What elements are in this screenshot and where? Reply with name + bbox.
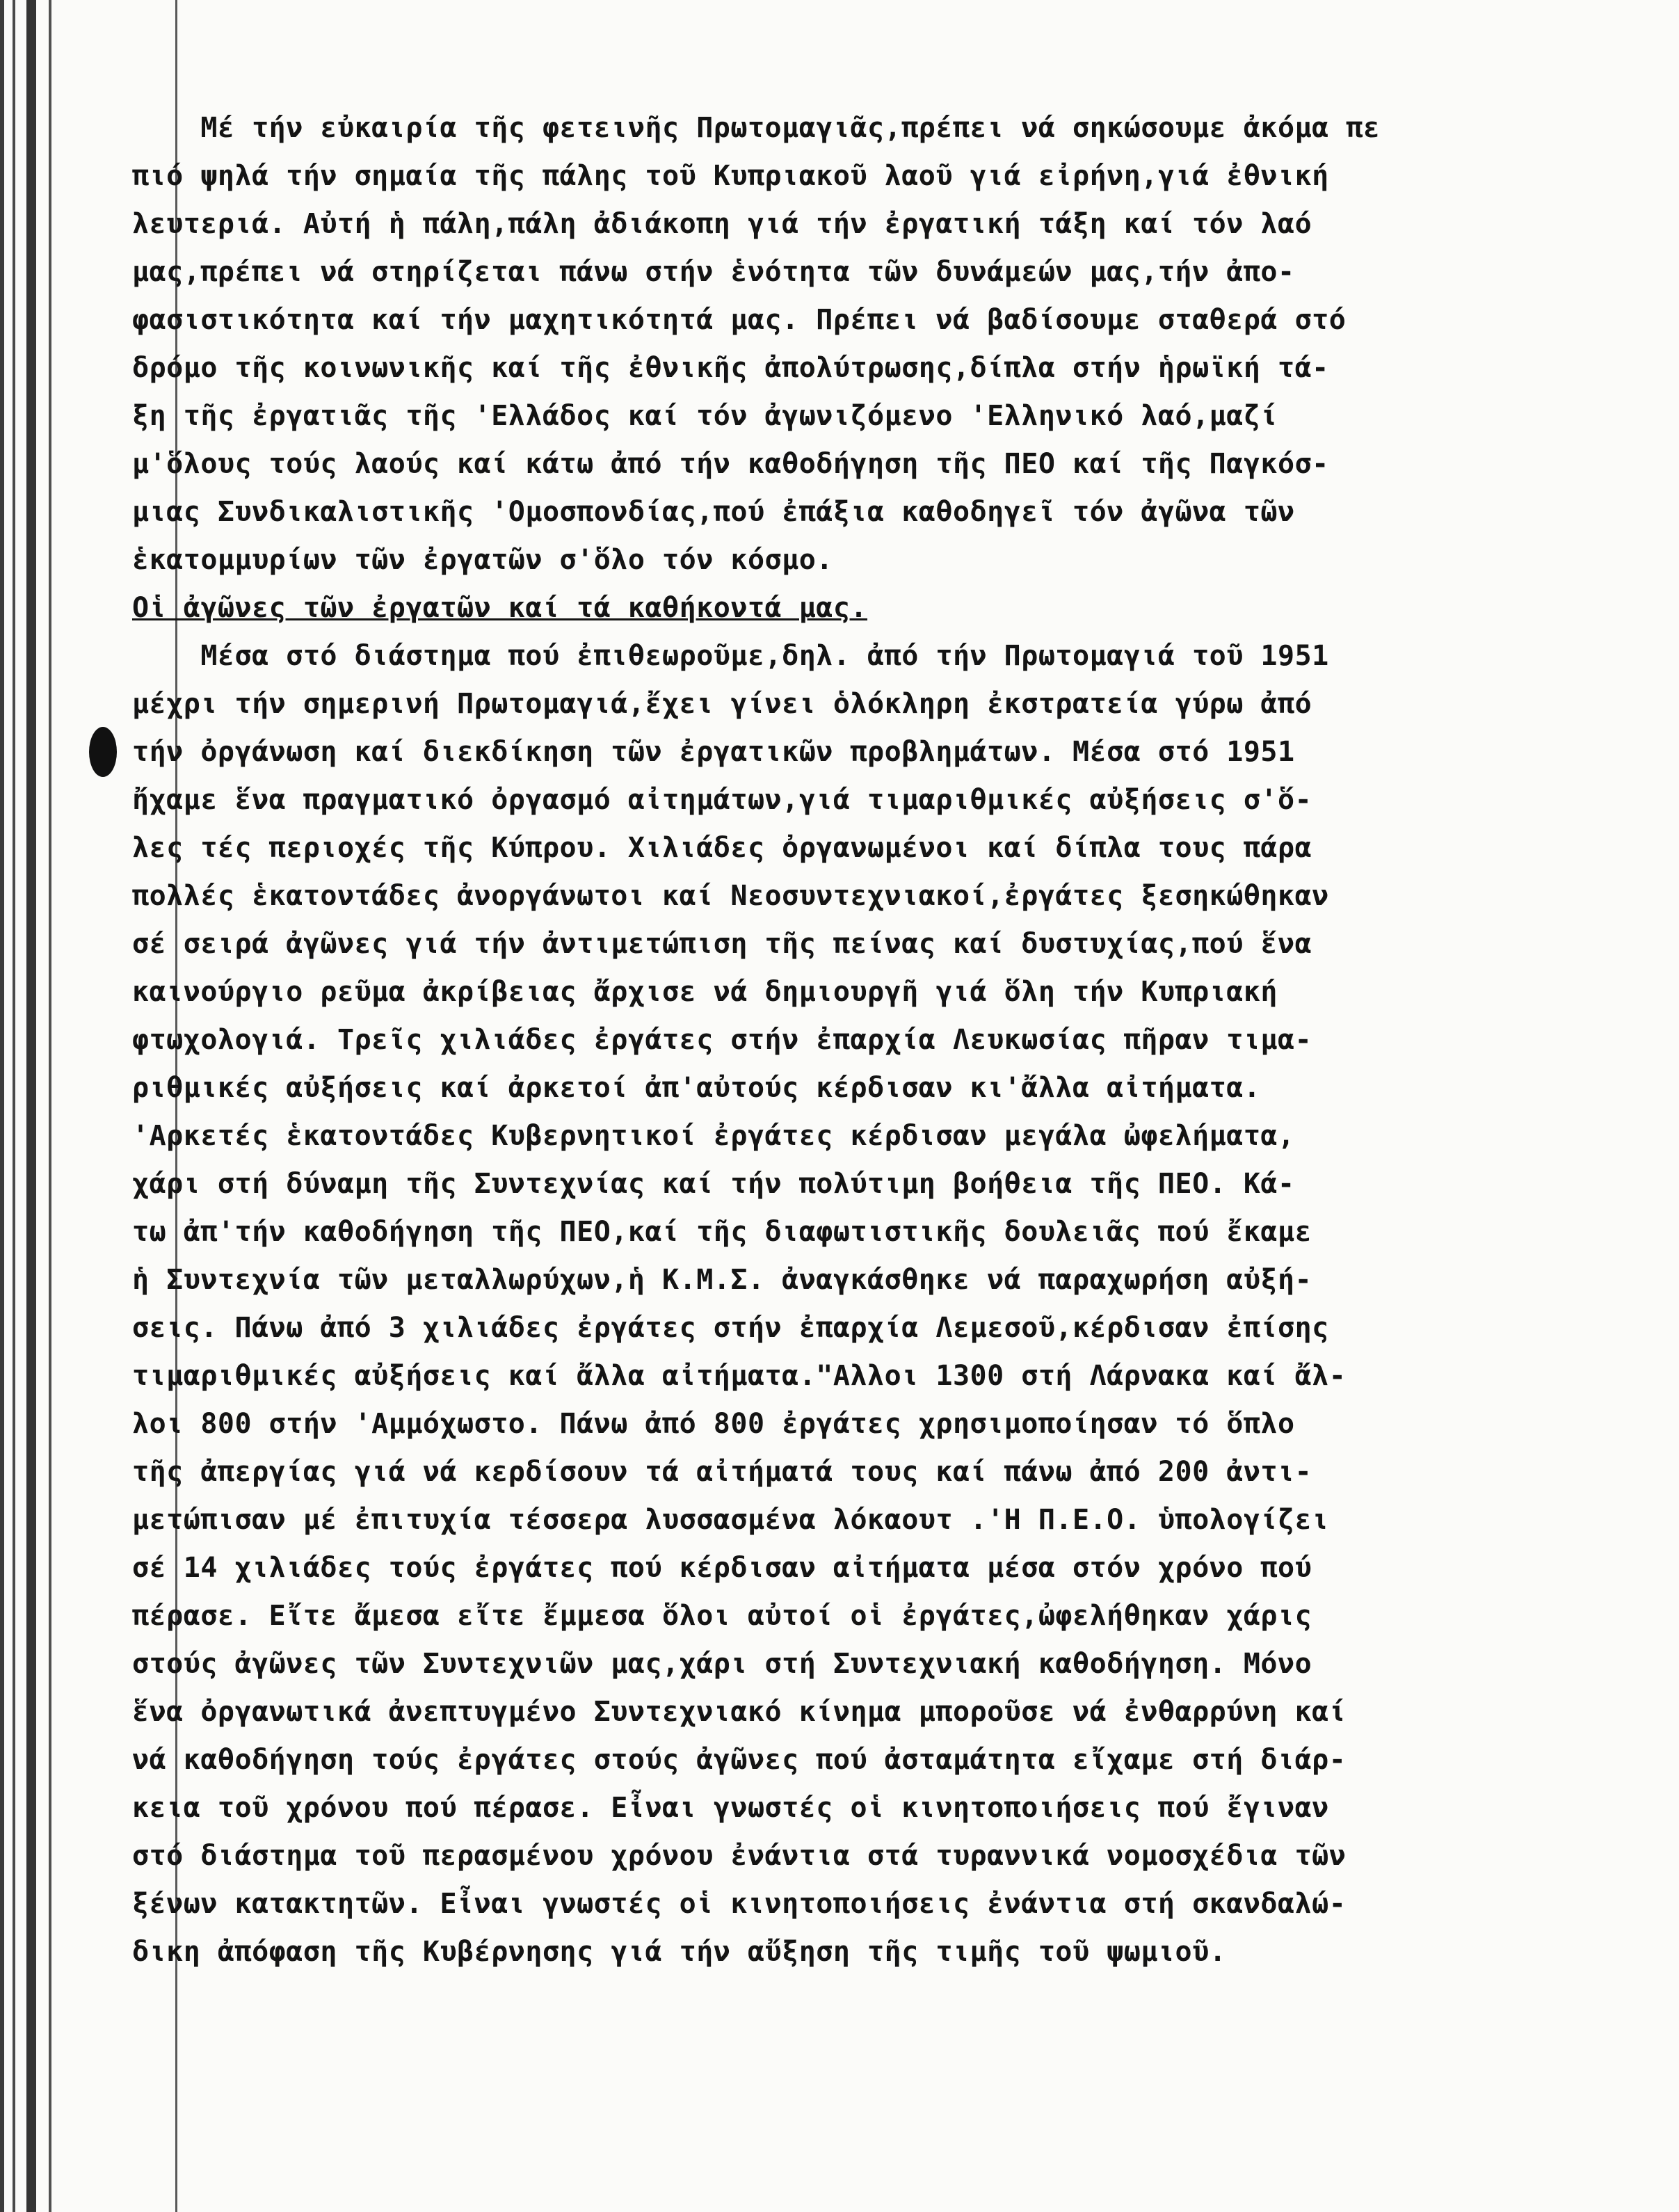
text-line: μιας Συνδικαλιστικῆς 'Ομοσπονδίας,πού ἐπάξια καθοδηγεῖ τόν ἀγῶνα τῶν [132,496,1295,528]
text-line: φτωχολογιά. Τρεῖς χιλιάδες ἐργάτες στήν ἐπαρχία Λευκωσίας πῆραν τιμα- [132,1024,1312,1056]
text-line: λοι 800 στήν 'Αμμόχωστο. Πάνω ἀπό 800 ἐργάτες χρησιμοποίησαν τό ὅπλο [132,1408,1295,1440]
text-line: μ'ὅλους τούς λαούς καί κάτω ἀπό τήν καθοδήγηση τῆς ΠΕΟ καί τῆς Παγκόσ- [132,448,1329,480]
text-line: κεια τοῦ χρόνου πού πέρασε. Εἶναι γνωστές οἱ κινητοποιήσεις πού ἔγιναν [132,1792,1329,1824]
text-line: ἑκατομμυρίων τῶν ἐργατῶν σ'ὅλο τόν κόσμο. [132,544,833,576]
text-line: σέ σειρά ἀγῶνες γιά τήν ἀντιμετώπιση τῆς πείνας καί δυστυχίας,πού ἕνα [132,928,1312,960]
text-line: στό διάστημα τοῦ περασμένου χρόνου ἐνάντια στά τυραννικά νομοσχέδια τῶν [132,1840,1347,1872]
text-line: ἡ Συντεχνία τῶν μεταλλωρύχων,ἡ Κ.Μ.Σ. ἀναγκάσθηκε νά παραχωρήση αὐξή- [132,1264,1312,1296]
typewritten-text [132,104,1628,1976]
text-line: δικη ἀπόφαση τῆς Κυβέρνησης γιά τήν αὔξηση τῆς τιμῆς τοῦ ψωμιοῦ. [132,1936,1227,1968]
text-line: 'Αρκετές ἑκατοντάδες Κυβερνητικοί ἐργάτες κέρδισαν μεγάλα ὠφελήματα, [132,1120,1295,1152]
paragraph-1 [132,104,1628,584]
text-line: ἤχαμε ἕνα πραγματικό ὀργασμό αἰτημάτων,γιά τιμαριθμικές αὐξήσεις σ'ὅ- [132,784,1312,816]
text-line: στούς ἀγῶνες τῶν Συντεχνιῶν μας,χάρι στή Συντεχνιακή καθοδήγηση. Μόνο [132,1648,1312,1680]
text-line: ξένων κατακτητῶν. Εἶναι γνωστές οἱ κινητοποιήσεις ἐνάντια στή σκανδαλώ- [132,1888,1347,1920]
text-line: πέρασε. Εἴτε ἄμεσα εἴτε ἔμμεσα ὅλοι αὐτοί οἱ ἐργάτες,ὠφελήθηκαν χάρις [132,1600,1312,1632]
text-line: λες τές περιοχές τῆς Κύπρου. Χιλιάδες ὀργανωμένοι καί δίπλα τους πάρα [132,832,1312,864]
text-line: τω ἀπ'τήν καθοδήγηση τῆς ΠΕΟ,καί τῆς διαφωτιστικῆς δουλειᾶς πού ἔκαμε [132,1216,1312,1248]
paragraph-2 [132,632,1628,1976]
text-line: σεις. Πάνω ἀπό 3 χιλιάδες ἐργάτες στήν ἐπαρχία Λεμεσοῦ,κέρδισαν ἐπίσης [132,1312,1329,1344]
section-heading: Οἱ ἀγῶνες τῶν ἐργατῶν καί τά καθήκοντά μας. [132,592,868,624]
text-line: Μέσα στό διάστημα πού ἐπιθεωροῦμε,δηλ. ἀπό τήν Πρωτομαγιά τοῦ 1951 [132,640,1329,672]
text-line: πιό ψηλά τήν σημαία τῆς πάλης τοῦ Κυπριακοῦ λαοῦ γιά εἰρήνη,γιά ἐθνική [132,160,1329,192]
text-line: μέχρι τήν σημερινή Πρωτομαγιά,ἔχει γίνει ὁλόκληρη ἐκστρατεία γύρω ἀπό [132,688,1312,720]
text-line: φασιστικότητα καί τήν μαχητικότητά μας. Πρέπει νά βαδίσουμε σταθερά στό [132,304,1347,336]
text-line: τήν ὀργάνωση καί διεκδίκηση τῶν ἐργατικῶν προβλημάτων. Μέσα στό 1951 [132,736,1295,768]
text-line: σέ 14 χιλιάδες τούς ἐργάτες πού κέρδισαν αἰτήματα μέσα στόν χρόνο πού [132,1552,1312,1584]
text-line: νά καθοδήγηση τούς ἐργάτες στούς ἀγῶνες πού ἀσταμάτητα εἴχαμε στή διάρ- [132,1744,1347,1776]
text-line: μετώπισαν μέ ἐπιτυχία τέσσερα λυσσασμένα λόκαουτ .'Η Π.Ε.Ο. ὑπολογίζει [132,1504,1329,1536]
binding-edge [0,0,104,2212]
text-line: τιμαριθμικές αὐξήσεις καί ἄλλα αἰτήματα."Αλλοι 1300 στή Λάρνακα καί ἄλ- [132,1360,1347,1392]
text-line: τῆς ἀπεργίας γιά νά κερδίσουν τά αἰτήματά τους καί πάνω ἀπό 200 ἀντι- [132,1456,1312,1488]
punch-hole [89,727,117,777]
text-line: χάρι στή δύναμη τῆς Συντεχνίας καί τήν πολύτιμη βοήθεια τῆς ΠΕΟ. Κά- [132,1168,1295,1200]
text-line: καινούργιο ρεῦμα ἀκρίβειας ἄρχισε νά δημιουργῆ γιά ὅλη τήν Κυπριακή [132,976,1278,1008]
text-line: ἕνα ὀργανωτικά ἀνεπτυγμένο Συντεχνιακό κίνημα μποροῦσε νά ἐνθαρρύνη καί [132,1696,1347,1728]
text-line: πολλές ἑκατοντάδες ἀνοργάνωτοι καί Νεοσυντεχνιακοί,ἐργάτες ξεσηκώθηκαν [132,880,1329,912]
text-line: ριθμικές αὐξήσεις καί ἀρκετοί ἀπ'αὐτούς κέρδισαν κι'ἄλλα αἰτήματα. [132,1072,1261,1104]
text-line: λευτεριά. Αὐτή ἡ πάλη,πάλη ἀδιάκοπη γιά τήν ἐργατική τάξη καί τόν λαό [132,208,1312,240]
text-line: μας,πρέπει νά στηρίζεται πάνω στήν ἑνότητα τῶν δυνάμεών μας,τήν ἀπο- [132,256,1295,288]
text-line: ξη τῆς ἐργατιᾶς τῆς 'Ελλάδος καί τόν ἀγωνιζόμενο 'Ελληνικό λαό,μαζί [132,400,1278,432]
text-line: δρόμο τῆς κοινωνικῆς καί τῆς ἐθνικῆς ἀπολύτρωσης,δίπλα στήν ἡρωϊκή τά- [132,352,1329,384]
text-line: Μέ τήν εὐκαιρία τῆς φετεινῆς Πρωτομαγιᾶς,πρέπει νά σηκώσουμε ἀκόμα πε [132,112,1381,144]
